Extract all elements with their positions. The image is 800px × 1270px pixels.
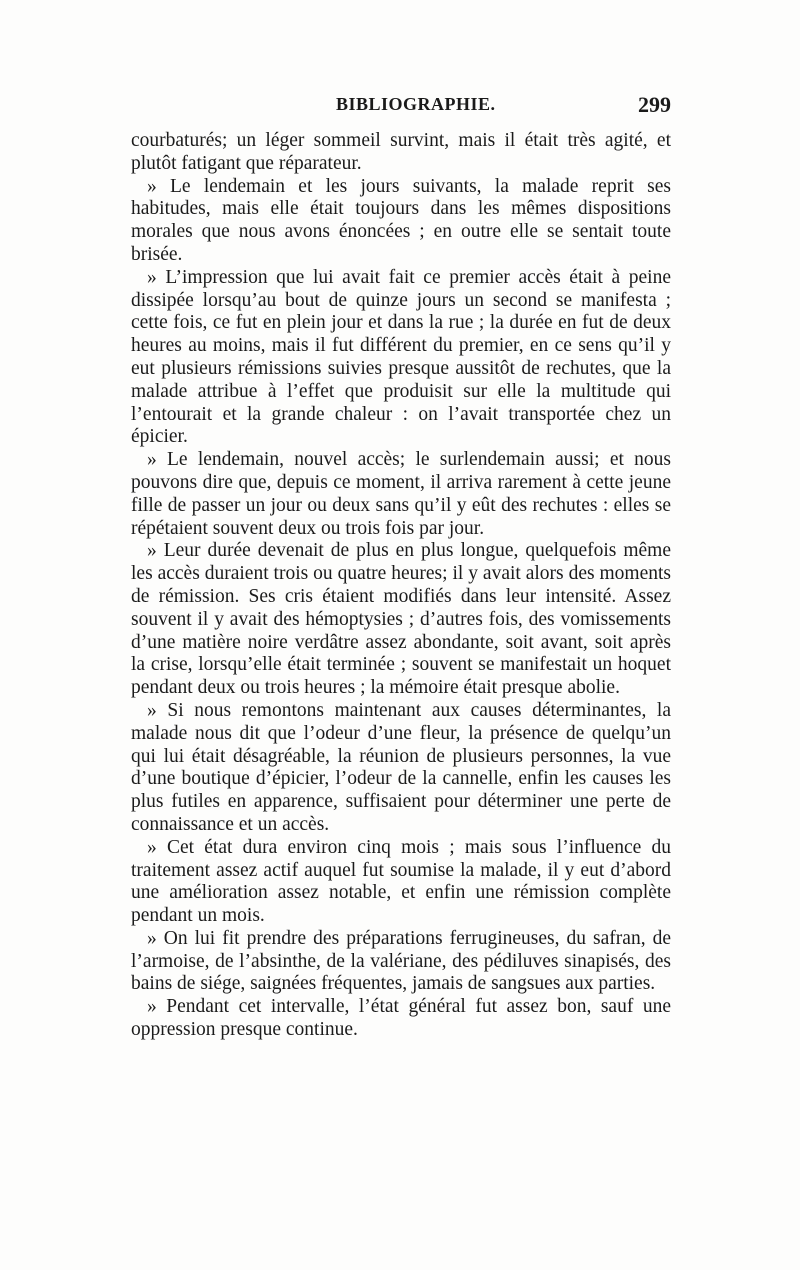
paragraph: » Pendant cet intervalle, l’état général fut assez bon, sauf une oppression presque continue. xyxy=(131,996,671,1041)
paragraph: » Leur durée devenait de plus en plus longue, quelquefois même les accès duraient trois ou quatre heures; il y avait alors des moments de rémission. Ses cris étaient modifiés dans leur intensité. Assez souvent il y avait des hémoptysies ; d’autres fois, des vomissements d’une matière noire verdâtre assez abondante, soit avant, soit après la crise, lorsqu’elle était terminée ; souvent se manifestait un hoquet pendant deux ou trois heures ; la mémoire était presque abolie. xyxy=(131,540,671,699)
page-header xyxy=(131,92,671,122)
page-number: 299 xyxy=(638,92,671,117)
running-title: BIBLIOGRAPHIE. xyxy=(336,94,496,114)
paragraph: » Le lendemain et les jours suivants, la malade reprit ses habitudes, mais elle était toujours dans les mêmes dispositions morales que nous avons énoncées ; en outre elle se sentait toute brisée. xyxy=(131,175,671,265)
paragraph: courbaturés; un léger sommeil survint, mais il était très agité, et plutôt fatigant que réparateur. xyxy=(131,130,671,174)
paragraph: » L’impression que lui avait fait ce premier accès était à peine dissipée lorsqu’au bout de quinze jours un second se manifesta ; cette fois, ce fut en plein jour et dans la rue ; la durée en fut de deux heures au moins, mais il fut différent du premier, en ce sens qu’il y eut plusieurs rémissions suivies presque aussitôt de rechutes, que la malade attribue à l’effet que produisit sur elle la multitude qui l’entourait et la grande chaleur : on l’avait transportée chez un épicier. xyxy=(131,266,671,448)
body-text xyxy=(131,130,671,1042)
paragraph: » Le lendemain, nouvel accès; le surlendemain aussi; et nous pouvons dire que, depuis ce moment, il arriva rarement à cette jeune fille de passer un jour ou deux sans qu’il y eût des rechutes : elles se répétaient souvent deux ou trois fois par jour. xyxy=(131,449,671,539)
paragraph: » On lui fit prendre des préparations ferrugineuses, du safran, de l’armoise, de l’absinthe, de la valériane, des pédiluves sinapisés, des bains de siége, saignées fréquentes, jamais de sangsues aux parties. xyxy=(131,927,671,995)
paragraph: » Cet état dura environ cinq mois ; mais sous l’influence du traitement assez actif auquel fut soumise la malade, il y eut d’abord une amélioration assez notable, et enfin une rémission complète pendant un mois. xyxy=(131,836,671,927)
paragraph: » Si nous remontons maintenant aux causes déterminantes, la malade nous dit que l’odeur d’une fleur, la présence de quelqu’un qui lui était désagréable, la réunion de plusieurs personnes, la vue d’une boutique d’épicier, l’odeur de la cannelle, enfin les causes les plus futiles en apparence, suffisaient pour déterminer une perte de connaissance et un accès. xyxy=(131,699,671,835)
